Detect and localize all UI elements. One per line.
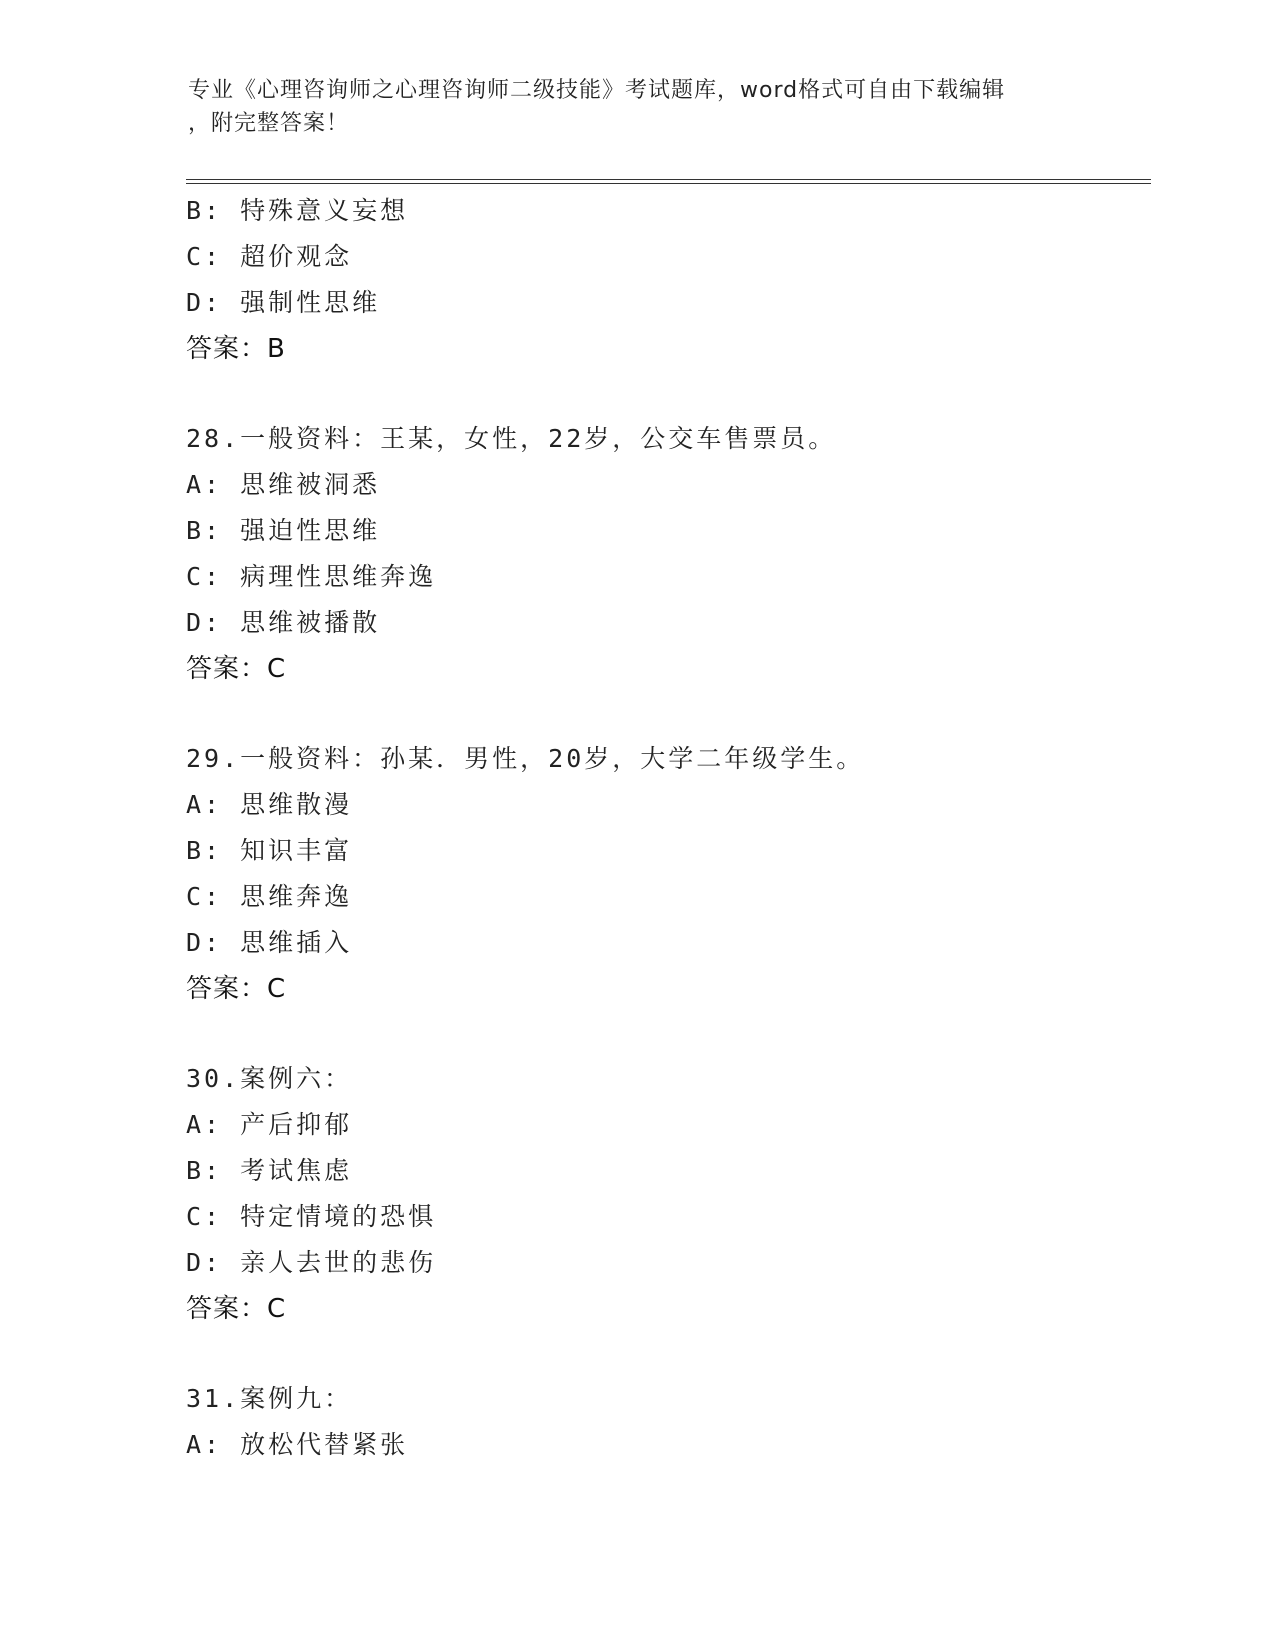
option-b: B: 知识丰富	[186, 836, 353, 865]
question-list	[186, 188, 1146, 1468]
header-title-line-1: 专业《心理咨询师之心理咨询师二级技能》考试题库，word格式可自由下载编辑	[188, 78, 1006, 103]
answer: 答案：C	[186, 1294, 287, 1324]
document-header	[188, 74, 1088, 140]
option-d: D: 强制性思维	[186, 288, 381, 317]
option-a: A: 思维被洞悉	[186, 470, 381, 499]
question-title: 28.一般资料：王某，女性，22岁，公交车售票员。	[186, 424, 837, 453]
header-title-line-2: ，附完整答案！	[188, 111, 350, 136]
option-c: C: 特定情境的恐惧	[186, 1202, 437, 1231]
answer: 答案：C	[186, 654, 287, 684]
question-27-continued	[186, 188, 1146, 372]
option-b: B: 强迫性思维	[186, 516, 381, 545]
header-divider-bottom	[186, 183, 1151, 184]
option-d: D: 思维被播散	[186, 608, 381, 637]
question-29	[186, 736, 1146, 1012]
question-30	[186, 1056, 1146, 1332]
option-c: C: 超价观念	[186, 242, 353, 271]
question-title: 29.一般资料：孙某．男性，20岁，大学二年级学生。	[186, 744, 865, 773]
option-a: A: 思维散漫	[186, 790, 353, 819]
question-28	[186, 416, 1146, 692]
option-c: C: 病理性思维奔逸	[186, 562, 437, 591]
question-title: 31.案例九：	[186, 1384, 353, 1413]
option-c: C: 思维奔逸	[186, 882, 353, 911]
header-divider-top	[186, 179, 1151, 180]
question-31	[186, 1376, 1146, 1468]
option-a: A: 产后抑郁	[186, 1110, 353, 1139]
answer: 答案：B	[186, 334, 286, 364]
option-b: B: 考试焦虑	[186, 1156, 353, 1185]
option-d: D: 亲人去世的悲伤	[186, 1248, 437, 1277]
option-d: D: 思维插入	[186, 928, 353, 957]
option-a: A: 放松代替紧张	[186, 1430, 409, 1459]
answer: 答案：C	[186, 974, 287, 1004]
question-title: 30.案例六：	[186, 1064, 353, 1093]
option-b: B: 特殊意义妄想	[186, 196, 409, 225]
